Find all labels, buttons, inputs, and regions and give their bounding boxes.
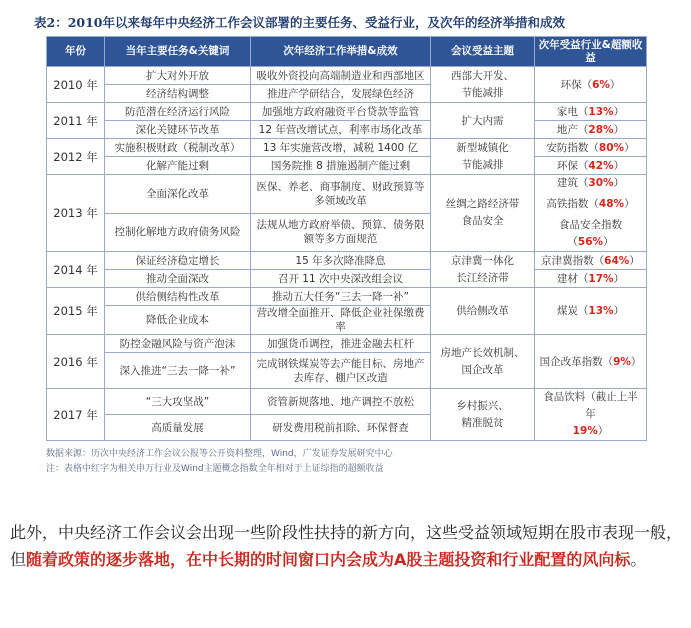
source-note: 数据来源：历次中央经济工作会议公报等公开资料整理，Wind，广发证券发展研究中心 (46, 449, 393, 459)
year-cell: 2010 年 (47, 67, 105, 103)
footnote: 注：表格中红字为相关申万行业及Wind主题概念指数全年相对于上证综指的超额收益 (46, 464, 384, 474)
task-cell: 全面深化改革 (105, 175, 251, 214)
highlighted-text: 随着政策的逐步落地，在中长期的时间窗口内会成为A股主题投资和行业配置的风向标 (26, 550, 631, 569)
header-themes: 会议受益主题 (431, 37, 535, 67)
task-cell: 深化关键环节改革 (105, 121, 251, 139)
table-header-row (47, 37, 647, 67)
year-cell: 2016 年 (47, 335, 105, 389)
task-cell: 化解产能过剩 (105, 157, 251, 175)
measure-cell: 营改增全面推开、降低企业社保缴费率 (251, 306, 431, 335)
theme-cell: 乡村振兴、 精准脱贫 (431, 389, 535, 441)
measure-cell: 完成钢铁煤炭等去产能目标、房地产去库存、棚户区改造 (251, 353, 431, 389)
task-cell: 高质量发展 (105, 415, 251, 441)
task-cell: 保证经济稳定增长 (105, 252, 251, 270)
year-cell: 2014 年 (47, 252, 105, 288)
measure-cell: 推进产学研结合，发展绿色经济 (251, 85, 431, 103)
table-row (47, 335, 647, 353)
measure-cell: 医保、养老、商事制度、财政预算等多领域改革 (251, 175, 431, 214)
year-cell: 2012 年 (47, 139, 105, 175)
measure-cell: 国务院推 8 措施遏制产能过剩 (251, 157, 431, 175)
year-cell: 2015 年 (47, 288, 105, 335)
gain-cell: 环保（6%） (535, 67, 647, 103)
theme-cell: 扩大内需 (431, 103, 535, 139)
table-row (47, 389, 647, 415)
table-row (47, 121, 647, 139)
task-cell: 深入推进“三去一降一补” (105, 353, 251, 389)
task-cell: 降低企业成本 (105, 306, 251, 335)
theme-cell: 房地产长效机制、 国企改革 (431, 335, 535, 389)
task-cell: 供给侧结构性改革 (105, 288, 251, 306)
gain-cell: 环保（42%） (535, 157, 647, 175)
gain-cell: 食品饮料（截止上半年 19%） (535, 389, 647, 441)
measure-cell: 加强货币调控，推进金融去杠杆 (251, 335, 431, 353)
measure-cell: 加强地方政府融资平台贷款等监管 (251, 103, 431, 121)
table-figure (30, 8, 662, 477)
task-cell: 控制化解地方政府债务风险 (105, 213, 251, 252)
table-row (47, 288, 647, 306)
table-row (47, 139, 647, 157)
gain-cell: 地产（28%） (535, 121, 647, 139)
theme-cell: 西部大开发、 节能减排 (431, 67, 535, 103)
gain-cell: 安防指数（80%） (535, 139, 647, 157)
table-notes (46, 447, 662, 477)
year-cell: 2017 年 (47, 389, 105, 441)
table-row (47, 175, 647, 214)
theme-cell: 丝绸之路经济带 食品安全 (431, 175, 535, 252)
header-tasks: 当年主要任务&关键词 (105, 37, 251, 67)
measure-cell: 13 年实施营改增，减税 1400 亿 (251, 139, 431, 157)
gain-cell: 建材（17%） (535, 270, 647, 288)
task-cell: 实施积极财政（税制改革） (105, 139, 251, 157)
table-caption: 表2：2010年以来每年中央经济工作会议部署的主要任务、受益行业，及次年的经济举措和成效 (34, 15, 565, 30)
gain-cell: 建筑（30%） 高铁指数（48%） 食品安全指数（56%） (535, 175, 647, 252)
measure-cell: 推动五大任务“三去一降一补” (251, 288, 431, 306)
gain-cell: 家电（13%） (535, 103, 647, 121)
gain-cell: 国企改革指数（9%） (535, 335, 647, 389)
header-gains: 次年受益行业&超额收益 (535, 37, 647, 67)
table-row (47, 252, 647, 270)
table-row (47, 157, 647, 175)
measure-cell: 15 年多次降准降息 (251, 252, 431, 270)
table-row (47, 270, 647, 288)
measure-cell: 研发费用税前扣除、环保督查 (251, 415, 431, 441)
task-cell: 防控金融风险与资产泡沫 (105, 335, 251, 353)
policy-table (46, 36, 647, 441)
year-cell: 2011 年 (47, 103, 105, 139)
header-year: 年份 (47, 37, 105, 67)
gain-cell: 煤炭（13%） (535, 288, 647, 335)
theme-cell: 新型城镇化 节能减排 (431, 139, 535, 175)
measure-cell: 吸收外资投向高端制造业和西部地区 (251, 67, 431, 85)
task-cell: 经济结构调整 (105, 85, 251, 103)
measure-cell: 12 年营改增试点，利率市场化改革 (251, 121, 431, 139)
task-cell: “三大攻坚战” (105, 389, 251, 415)
body-paragraph: 此外，中央经济工作会议会出现一些阶段性扶持的新方向，这些受益领域短期在股市表现一般，但随着政策的逐步落地，在中长期的时间窗口内会成为A股主题投资和行业配置的风向标。 (10, 523, 683, 569)
table-row (47, 103, 647, 121)
header-measures: 次年经济工作举措&成效 (251, 37, 431, 67)
theme-cell: 京津冀一体化 长江经济带 (431, 252, 535, 288)
gain-cell: 京津冀指数（64%） (535, 252, 647, 270)
task-cell: 推动全面深改 (105, 270, 251, 288)
measure-cell: 法规从地方政府举债、预算、债务限额等多方面规范 (251, 213, 431, 252)
measure-cell: 资管新规落地、地产调控不放松 (251, 389, 431, 415)
measure-cell: 召开 11 次中央深改组会议 (251, 270, 431, 288)
year-cell: 2013 年 (47, 175, 105, 252)
task-cell: 扩大对外开放 (105, 67, 251, 85)
table-row (47, 67, 647, 85)
theme-cell: 供给侧改革 (431, 288, 535, 335)
task-cell: 防范潜在经济运行风险 (105, 103, 251, 121)
